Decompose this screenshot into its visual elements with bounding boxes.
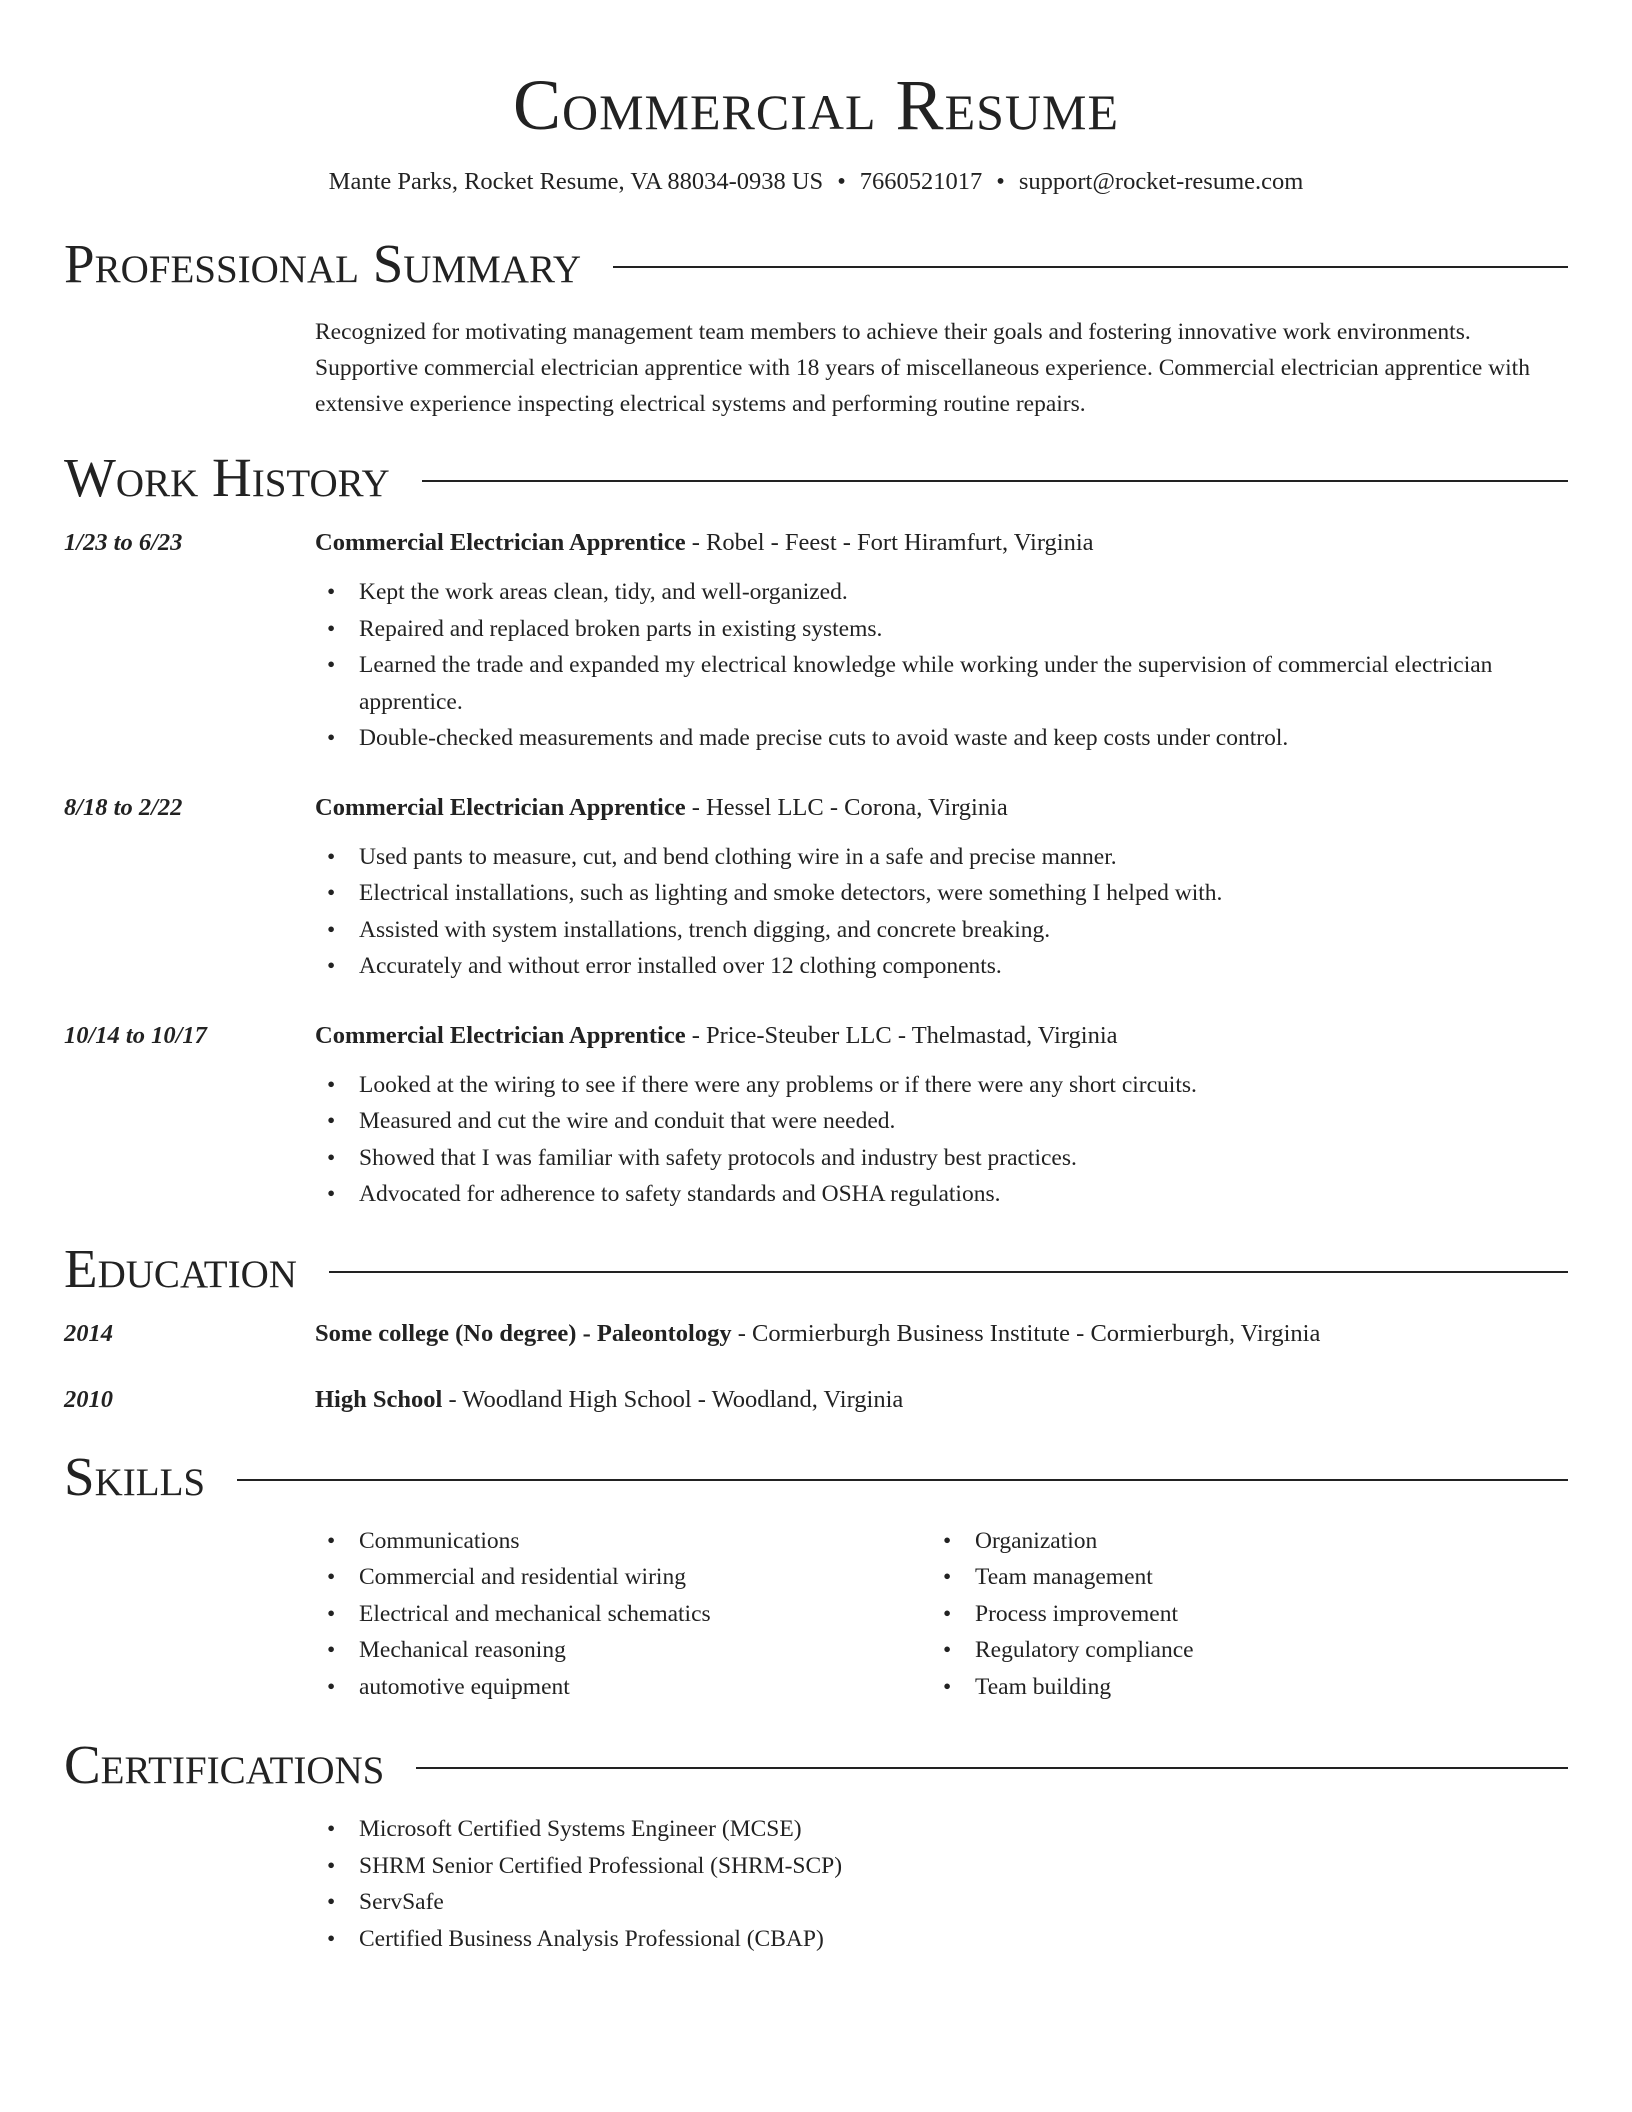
section-divider	[416, 1767, 1568, 1769]
job-bullet: • Measured and cut the wire and conduit that were needed.	[315, 1103, 1568, 1140]
certification-item: • ServSafe	[315, 1884, 1568, 1921]
section-title: Work History	[64, 447, 390, 508]
job-bullet: • Looked at the wiring to see if there were any problems or if there were any short circuits.	[315, 1067, 1568, 1104]
job-bullet: • Accurately and without error installed over 12 clothing components.	[315, 948, 1568, 985]
job-dates: 1/23 to 6/23	[64, 529, 183, 556]
job-bullet: • Double-checked measurements and made precise cuts to avoid waste and keep costs under control.	[315, 720, 1568, 757]
skills-list	[931, 1523, 1568, 1706]
job-bullet: • Repaired and replaced broken parts in existing systems.	[315, 611, 1568, 648]
section-title: Education	[64, 1237, 297, 1299]
job-entry	[64, 1019, 1568, 1213]
work-history-list	[64, 526, 1568, 1213]
section-header-summary	[64, 234, 1568, 294]
job-employer-location: - Hessel LLC - Corona, Virginia	[685, 793, 1008, 821]
section-divider	[237, 1479, 1568, 1481]
certifications-list	[315, 1811, 1568, 1957]
job-employer-location: - Robel - Feest - Fort Hiramfurt, Virginia	[685, 529, 1094, 556]
job-bullet: • Kept the work areas clean, tidy, and well-organized.	[315, 574, 1568, 611]
job-body	[315, 526, 1568, 757]
job-bullets	[315, 839, 1568, 985]
resume-page	[64, 0, 1568, 1957]
education-year: 2010	[64, 1385, 113, 1413]
section-divider	[329, 1271, 1568, 1273]
job-bullet: • Learned the trade and expanded my electrical knowledge while working under the supervision of commercial electrician apprentice.	[315, 647, 1568, 720]
job-title: Commercial Electrician Apprentice	[315, 1021, 686, 1049]
skill-item: • Team management	[931, 1559, 1568, 1596]
resume-title: Commercial Resume	[512, 65, 1120, 145]
section-divider	[422, 480, 1568, 482]
skill-item: • Organization	[931, 1523, 1568, 1560]
skills-columns	[315, 1523, 1568, 1706]
job-bullet: • Advocated for adherence to safety standards and OSHA regulations.	[315, 1176, 1568, 1213]
skill-item: • Regulatory compliance	[931, 1632, 1568, 1669]
job-bullet: • Used pants to measure, cut, and bend clothing wire in a safe and precise manner.	[315, 839, 1568, 876]
contact-separator: •	[837, 168, 846, 195]
education-year: 2014	[64, 1319, 113, 1347]
skills-column-left	[315, 1523, 931, 1706]
skill-item: • automotive equipment	[315, 1669, 931, 1706]
job-title-line	[315, 1019, 1568, 1053]
section-header-education	[64, 1239, 1568, 1299]
section-title: Skills	[64, 1445, 206, 1507]
contact-email: support@rocket-resume.com	[1018, 168, 1304, 195]
skill-item: • Communications	[315, 1523, 931, 1560]
certifications-block	[315, 1811, 1568, 1957]
skill-item: • Electrical and mechanical schematics	[315, 1596, 931, 1633]
education-list	[64, 1317, 1568, 1417]
job-bullets	[315, 1067, 1568, 1213]
skill-item: • Mechanical reasoning	[315, 1632, 931, 1669]
job-body	[315, 1019, 1568, 1213]
job-title-line	[315, 791, 1568, 825]
skill-item: • Commercial and residential wiring	[315, 1559, 931, 1596]
section-header-certifications	[64, 1735, 1568, 1795]
job-title-line	[315, 526, 1568, 560]
summary-text: Recognized for motivating management team members to achieve their goals and fostering innovative work environments. Supportive commercial electrician apprentice with 18 years of miscellaneous experience. Commercial electrician apprentice with extensive experience inspecting electrical systems and performing routine repairs.	[315, 319, 1530, 417]
education-school-location: - Woodland High School - Woodland, Virginia	[442, 1385, 904, 1413]
job-bullet: • Assisted with system installations, trench digging, and concrete breaking.	[315, 912, 1568, 949]
education-body	[315, 1317, 1568, 1351]
skill-item: • Process improvement	[931, 1596, 1568, 1633]
contact-address: Mante Parks, Rocket Resume, VA 88034-0938 US	[328, 168, 824, 195]
certification-item: • Microsoft Certified Systems Engineer (MCSE)	[315, 1811, 1568, 1848]
contact-separator: •	[996, 168, 1005, 195]
education-entry	[64, 1317, 1568, 1351]
education-degree: High School	[315, 1385, 443, 1413]
education-body	[315, 1383, 1568, 1417]
section-title: Certifications	[64, 1734, 385, 1795]
job-bullet: • Showed that I was familiar with safety protocols and industry best practices.	[315, 1140, 1568, 1177]
job-body	[315, 791, 1568, 985]
job-employer-location: - Price-Steuber LLC - Thelmastad, Virginia	[685, 1021, 1118, 1049]
job-dates: 10/14 to 10/17	[64, 1021, 207, 1049]
section-title: Professional Summary	[64, 233, 582, 294]
job-header-row	[64, 791, 1568, 985]
section-header-work-history	[64, 448, 1568, 508]
job-header-row	[64, 1019, 1568, 1213]
job-bullet: • Electrical installations, such as lighting and smoke detectors, were something I helped with.	[315, 875, 1568, 912]
certification-item: • SHRM Senior Certified Professional (SHRM-SCP)	[315, 1848, 1568, 1885]
contact-phone: 7660521017	[859, 168, 983, 195]
skill-item: • Team building	[931, 1669, 1568, 1706]
section-header-skills	[64, 1447, 1568, 1507]
job-entry	[64, 791, 1568, 985]
job-entry	[64, 526, 1568, 757]
education-school-location: - Cormierburgh Business Institute - Cormierburgh, Virginia	[731, 1319, 1321, 1347]
certification-item: • Certified Business Analysis Professional (CBAP)	[315, 1921, 1568, 1958]
job-bullets	[315, 574, 1568, 757]
job-title: Commercial Electrician Apprentice	[315, 529, 686, 556]
education-degree: Some college (No degree) - Paleontology	[315, 1319, 732, 1347]
job-header-row	[64, 526, 1568, 757]
section-divider	[613, 266, 1568, 268]
contact-line	[64, 166, 1568, 198]
skills-list	[315, 1523, 931, 1706]
skills-column-right	[931, 1523, 1568, 1706]
education-entry	[64, 1383, 1568, 1417]
job-dates: 8/18 to 2/22	[64, 793, 183, 821]
job-title: Commercial Electrician Apprentice	[315, 793, 686, 821]
